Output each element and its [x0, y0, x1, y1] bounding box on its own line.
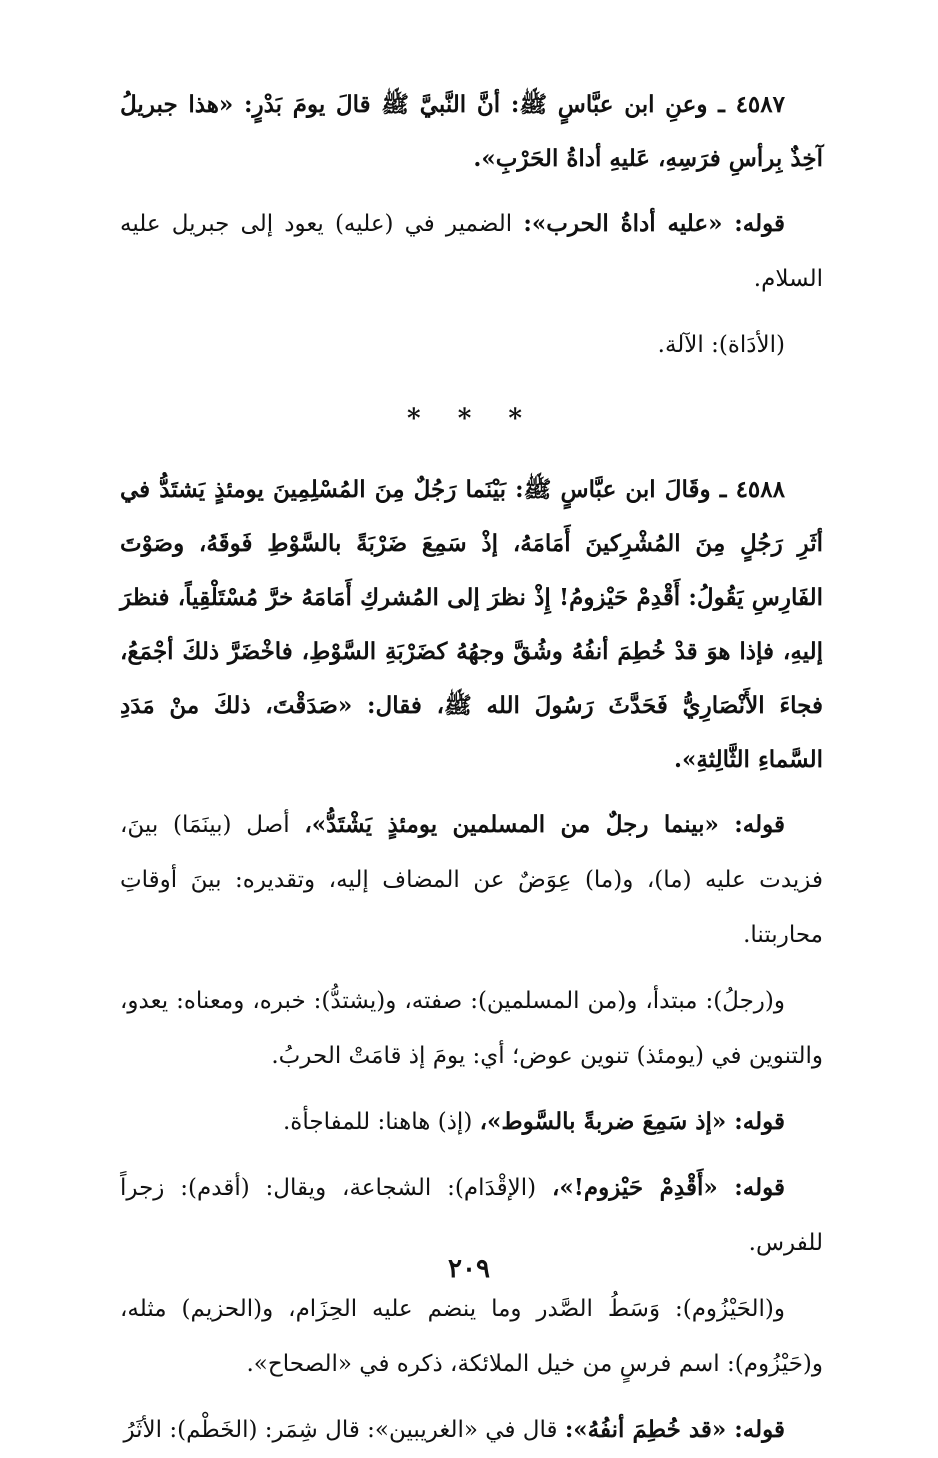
- note-paragraph: [120, 1402, 823, 1458]
- note-text: قال في «الغريبين»: قال شِمَر: (الخَطْم): الأثَرُ: [123, 1417, 565, 1443]
- hadith-4587: ٤٥٨٧ ـ وعنِ ابن عبَّاسٍ ﷺ: أنَّ النَّبيَّ ﷺ قالَ يومَ بَدْرٍ: «هذا جبريلُ آخِذٌ بِرأسِ فرَسِهِ، عَليهِ أداةُ الحَرْبِ».: [120, 91, 823, 172]
- note-paragraph: [120, 973, 823, 1084]
- note-paragraph: [120, 1094, 823, 1150]
- note-heading: قوله: «عليه أداةُ الحرب»:: [523, 210, 785, 237]
- note-heading: قوله: «أَقْدِمْ حَيْزوم!»،: [551, 1174, 785, 1201]
- note-heading: قوله: «إذ سَمِعَ ضربةً بالسَّوط»،: [479, 1108, 785, 1135]
- note-text: الضمير في (عليه) يعود إلى جبريل عليه السلام.: [120, 211, 823, 292]
- note-text: و(الحَيْزُوم): وَسَطُ الصَّدر وما ينضم عليه الحِزَام، و(الحزيم) مثله، و(حَيْزُوم): اسم فرسٍ من خيل الملائكة، ذكره في «الصحاح».: [120, 1296, 823, 1377]
- note-heading: قوله: «بينما رجلٌ من المسلمين يومئذٍ يَشْتَدُّ»،: [304, 811, 786, 838]
- note-text: أصل (بينَمَا) بينَ، فزيدت عليه (ما)، و(ما) عِوَضٌ عن المضاف إليه، وتقديره: بينَ أوقاتِ محاربتنا.: [120, 812, 823, 948]
- page-number: ٢٠٩: [448, 1254, 490, 1284]
- note-text: (الإقْدَام): الشجاعة، ويقال: (أقدم): زجراً للفرس.: [120, 1175, 823, 1256]
- note-paragraph: [120, 797, 823, 963]
- note-paragraph: [120, 196, 823, 307]
- note-paragraph: [120, 317, 823, 373]
- note-text: (إذ) هاهنا: للمفاجأة.: [282, 1109, 480, 1135]
- note-heading: قوله: «قد خُطِمَ أنفُهُ»:: [564, 1416, 785, 1443]
- note-text: (الأدَاة): الآلة.: [657, 332, 785, 358]
- hadith-4588: ٤٥٨٨ ـ وقَالَ ابن عبَّاسٍ ﷺ: بَيْنَما رَجُلٌ مِنَ المُسْلِمِينَ يومئذٍ يَشتَدُّ في أثَرِ رَجُلٍ مِنَ المُشْرِكينَ أَمَامَهُ، إذْ سَمِعَ ضَرْبَةً بالسَّوْطِ فَوقَهُ، وصَوْتَ الفَارِسِ يَقُولُ: أَقْدِمْ حَيْزومُ! إِذْ نظرَ إلى المُشركِ أَمَامَهُ خرَّ مُسْتَلْقِياً، فنظرَ إليهِ، فإذا هوَ قدْ خُطِمَ أنفُهُ وشُقَّ وجهُهُ كضَرْبَةِ السَّوْطِ، فاخْضَرَّ ذلكَ أجْمَعُ، فجاءَ الأَنْصَارِيُّ فَحَدَّثَ رَسُولَ الله ﷺ، فقال: «صَدَقْتَ، ذلكَ منْ مَدَدِ السَّماءِ الثَّالِثةِ».: [120, 476, 823, 773]
- section-separator: * * *: [407, 404, 536, 434]
- note-paragraph: [120, 1281, 823, 1392]
- note-text: و(رجلُ): مبتدأ، و(من المسلمين): صفته، و(يشتدُّ): خبره، ومعناه: يعدو، والتنوين في (يومئذ) تنوين عوض؛ أي: يومَ إذ قامَتْ الحربُ.: [120, 988, 823, 1069]
